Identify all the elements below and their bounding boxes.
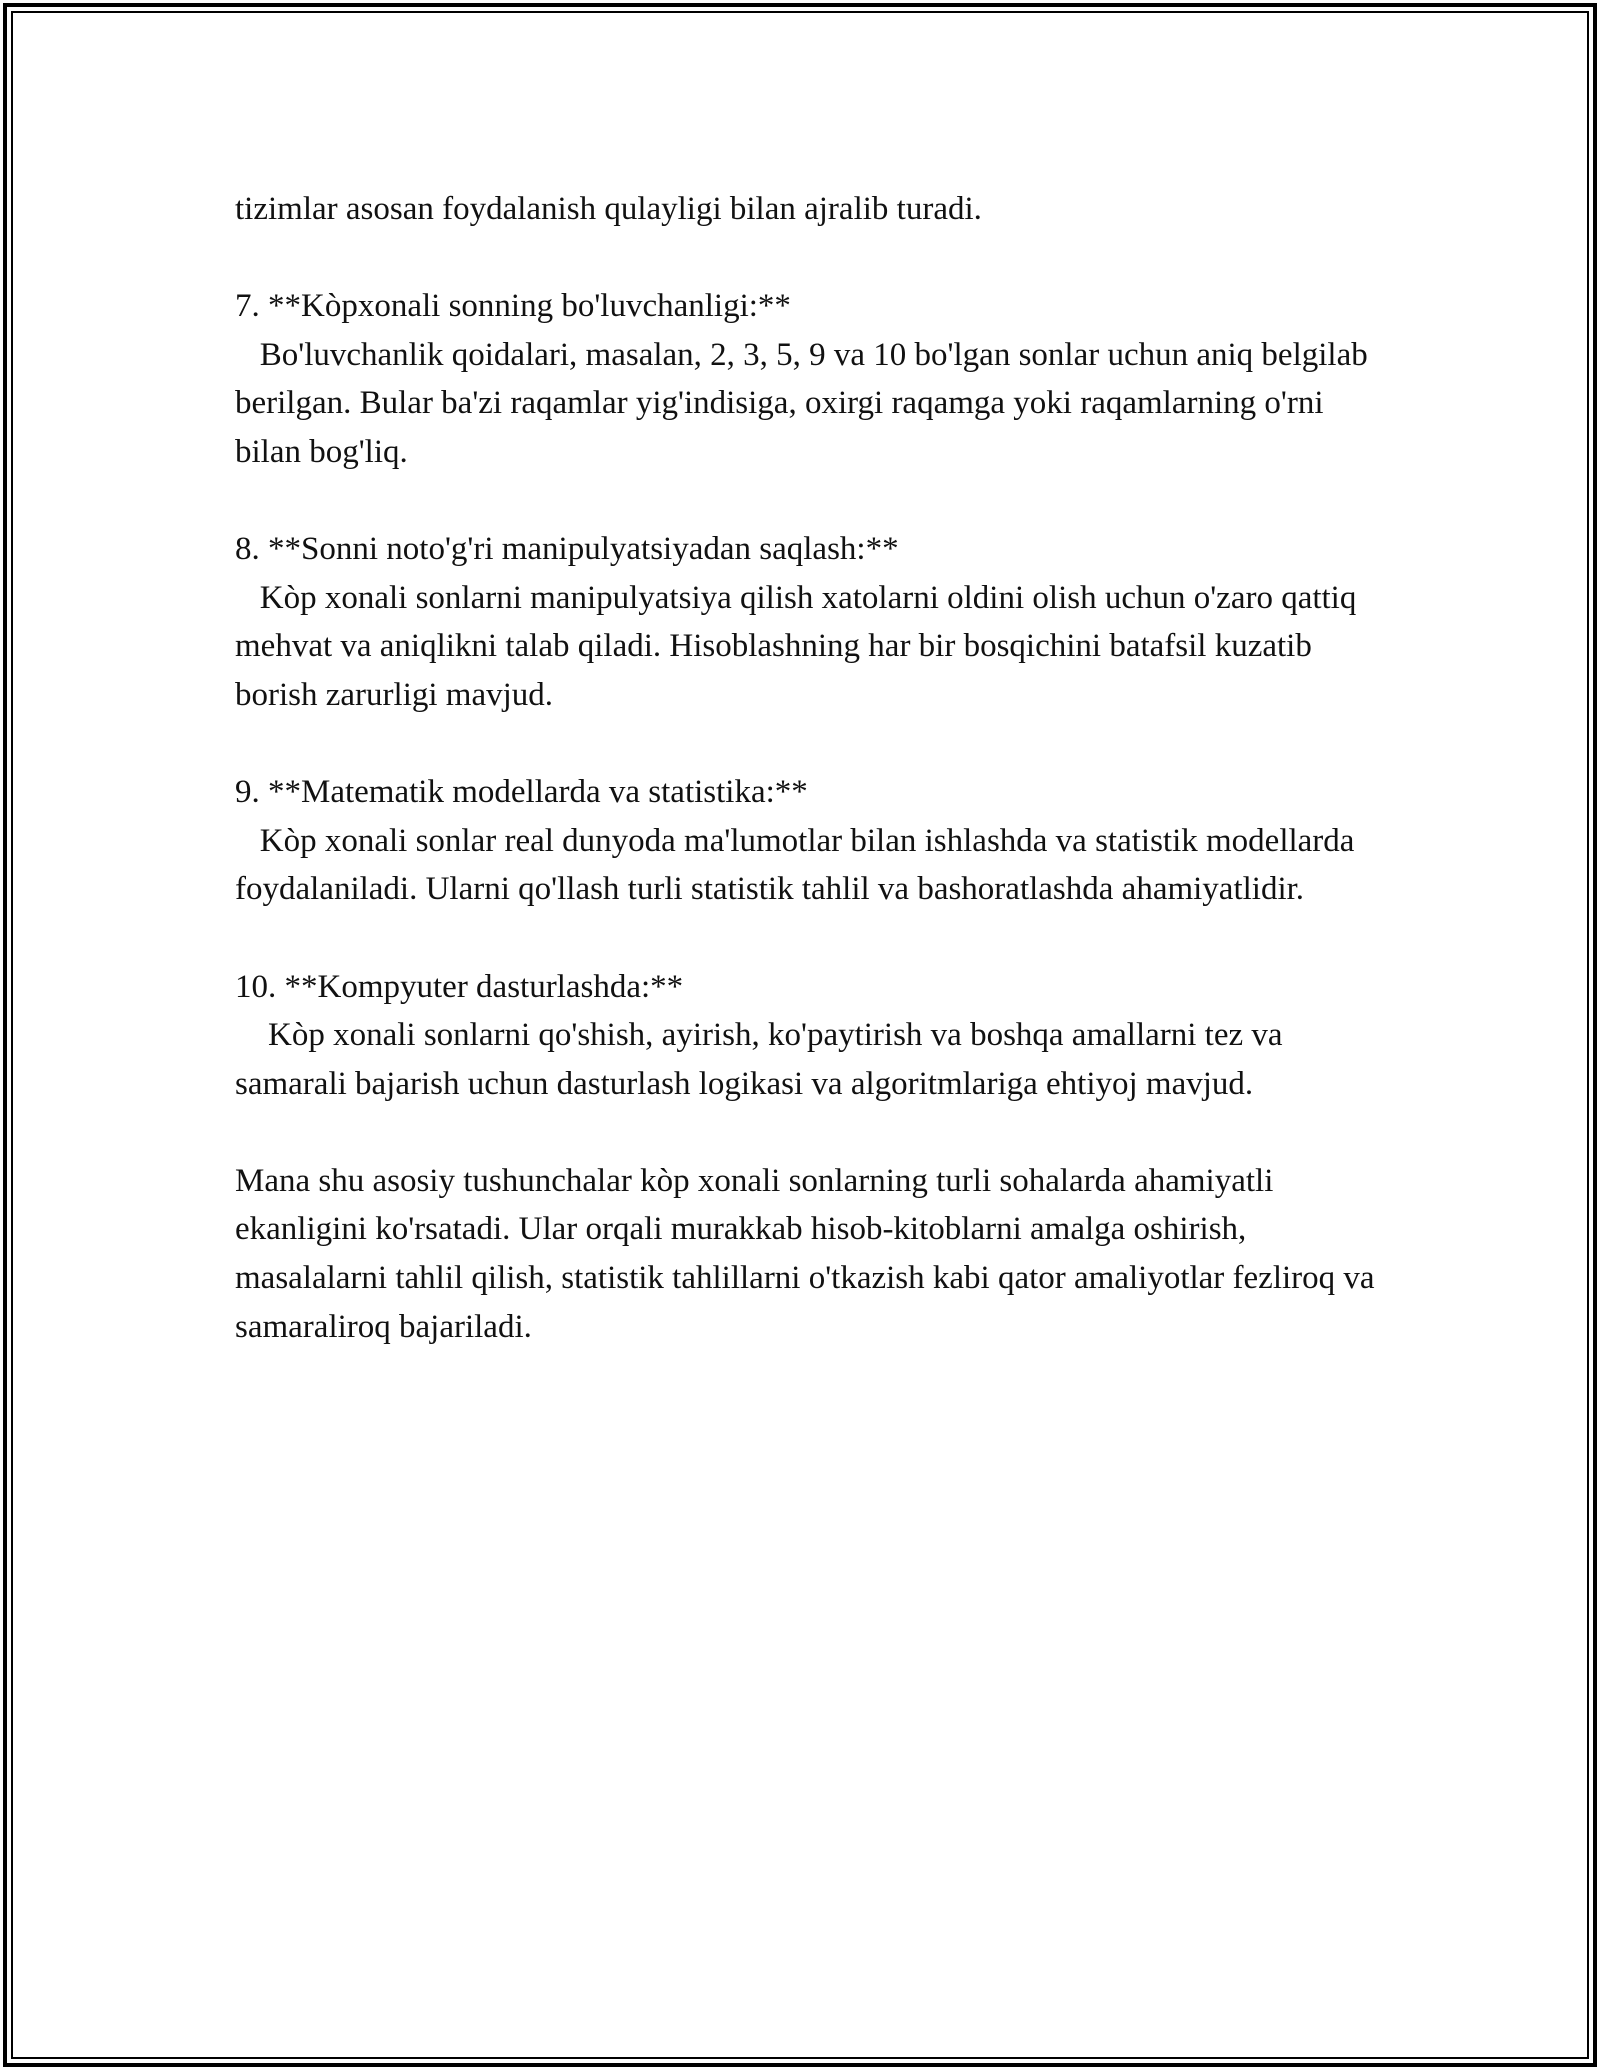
intro-paragraph: tizimlar asosan foydalanish qulayligi bilan ajralib turadi. [235, 191, 982, 227]
section-7-heading: 7. **Kòpxonali sonning bo'luvchanligi:** [235, 288, 791, 325]
section-8-body: Kòp xonali sonlarni manipulyatsiya qilish xatolarni oldini olish uchun o'zaro qattiq mehvat va aniqlikni talab qiladi. Hisoblashning har bir bosqichini batafsil kuzatib borish zarurligi mavjud. [235, 579, 1365, 713]
section-10-heading: 10. **Kompyuter dasturlashda:** [235, 968, 684, 1005]
section-9-heading: 9. **Matematik modellarda va statistika:** [235, 774, 808, 811]
section-8-heading: 8. **Sonni noto'g'ri manipulyatsiyadan saqlash:** [235, 531, 899, 568]
paragraph-gap [235, 1108, 1385, 1157]
paragraph-gap [235, 234, 1385, 283]
paragraph-gap [235, 914, 1385, 963]
document-body [235, 185, 1385, 1351]
paragraph-gap [235, 720, 1385, 769]
paragraph-gap [235, 477, 1385, 526]
section-10-body: Kòp xonali sonlarni qo'shish, ayirish, ko'paytirish va boshqa amallarni tez va samarali bajarish uchun dasturlash logikasi va algoritmlariga ehtiyoj mavjud. [235, 1017, 1291, 1102]
conclusion-paragraph: Mana shu asosiy tushunchalar kòp xonali sonlarning turli sohalarda ahamiyatli ekanligini ko'rsatadi. Ular orqali murakkab hisob-kitoblarni amalga oshirish, masalalarni tahlil qilish, statistik tahlillarni o'tkazish kabi qator amaliyotlar fezliroq va samaraliroq bajariladi. [235, 1162, 1383, 1345]
section-9-body: Kòp xonali sonlar real dunyoda ma'lumotlar bilan ishlashda va statistik modellarda foydalaniladi. Ularni qo'llash turli statistik tahlil va bashoratlashda ahamiyatlidir. [235, 822, 1363, 908]
section-7-body: Bo'luvchanlik qoidalari, masalan, 2, 3, 5, 9 va 10 bo'lgan sonlar uchun aniq belgilab berilgan. Bular ba'zi raqamlar yig'indisiga, oxirgi raqamga yoki raqamlarning o'rni bilan bog'liq. [235, 336, 1376, 470]
